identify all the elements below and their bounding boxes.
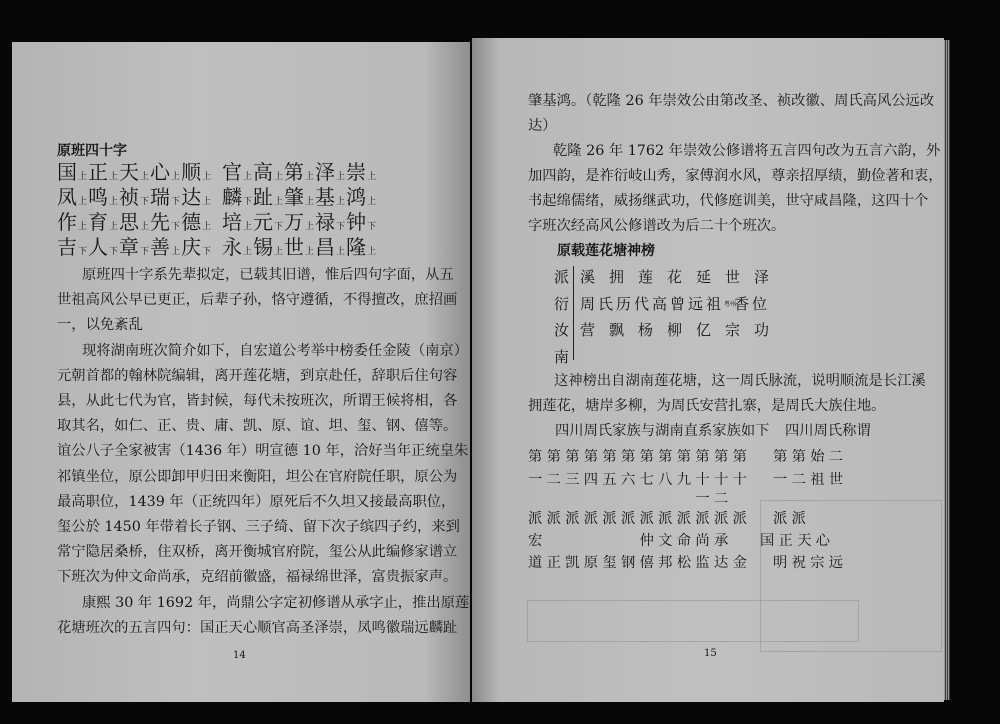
tone-mark: 上 (109, 222, 119, 232)
text-line: 康熙 30 年 1692 年，尚鼎公字定初修谱从承字止，推出原莲 (82, 594, 470, 611)
tone-mark: 下 (109, 247, 119, 257)
shrine-char: 拥 (609, 268, 625, 286)
poem-char: 作 (57, 210, 77, 234)
poem-char: 人 (88, 235, 109, 259)
tone-mark: 上 (140, 222, 150, 232)
poem-char: 鸿 (346, 185, 367, 209)
table-row-right: 派派 (773, 511, 811, 527)
shrine-char: 香 (734, 294, 750, 313)
poem-char: 育 (88, 210, 109, 234)
table-caption-left: 四川周氏家族与湖南直系家族如下 (555, 423, 770, 439)
tone-mark: 上 (243, 222, 253, 232)
poem-char: 庆 (181, 235, 202, 259)
text-line: 取其名，如仁、正、贵、庸、凯、原、谊、坦、玺、钢、僖等。 (57, 418, 458, 435)
poem-char: 麟 (222, 185, 242, 209)
poem-char: 达 (181, 185, 202, 209)
tone-mark: 上 (243, 172, 253, 182)
poem-char: 凤 (57, 185, 77, 209)
tone-mark: 上 (336, 172, 346, 182)
text-line: 原班四十字系先辈拟定，已载其旧谱，惟后四句字面，从五 (82, 267, 454, 283)
poem-char: 元 (253, 210, 274, 234)
table-row-left: 一二三四五六七八九十十十 (528, 472, 752, 488)
tone-mark: 上 (202, 197, 212, 207)
text-line: 现将湖南班次简介如下，自宏道公考举中榜委任金陵（南京） (82, 342, 469, 359)
tone-mark: 上 (305, 222, 315, 232)
poem-char: 万 (284, 210, 305, 234)
shrine-side-char: 衍 (554, 294, 570, 313)
shrine-char: 宗 (725, 321, 741, 339)
tone-mark: 上 (202, 222, 212, 232)
poem-line-right (222, 235, 377, 264)
table-row-left: 宏 仲文命尚承 (528, 533, 733, 549)
poem-char: 永 (222, 235, 242, 259)
shrine-char: 粤州 (724, 300, 737, 308)
poem-char: 祯 (119, 185, 140, 209)
tone-mark: 下 (140, 197, 150, 207)
page-number-left: 14 (233, 650, 246, 661)
shrine-heading: 原载莲花塘神榜 (557, 243, 655, 259)
poem-char: 国 (57, 160, 77, 184)
tone-mark: 上 (274, 247, 284, 257)
poem-char: 钟 (346, 210, 367, 234)
text-line: 县，从此七代为官，皆封候，每代未按班次，所谓王候将相，各 (57, 393, 458, 409)
tone-mark: 上 (78, 172, 88, 182)
shrine-char: 溪 (580, 268, 596, 286)
poem-char: 崇 (346, 160, 367, 184)
poem-char: 泽 (315, 160, 336, 184)
text-line: 最高职位，1439 年（正统四年）原死后不久坦又接最高职位， (57, 493, 456, 510)
text-line: 谊公八子全家被害（1436 年）明宣德 10 年，洽好当年正统皇朱 (57, 443, 469, 460)
shrine-char: 周 (580, 294, 596, 313)
shrine-divider (573, 266, 574, 360)
shrine-char: 祖 (706, 294, 722, 313)
page-number-right: 15 (704, 648, 717, 659)
poem-char: 世 (284, 235, 305, 259)
poem-char: 先 (150, 210, 171, 234)
table-row-right: 国正天心 (760, 533, 835, 549)
shrine-char: 历 (616, 294, 632, 313)
shrine-char: 杨 (638, 321, 654, 339)
text-line: 世祖高风公早已更正，后辈子孙，恪守遵循，不得擅改，庶招画 (57, 292, 458, 309)
poem-char: 鸣 (88, 185, 109, 209)
tone-mark: 下 (367, 222, 377, 232)
tone-mark: 上 (367, 197, 377, 207)
poem-char: 章 (119, 235, 140, 259)
poem-char: 顺 (181, 160, 202, 184)
shrine-char: 营 (580, 321, 596, 339)
text-line: 字班次经高风公修谱改为后二十个班次。 (528, 218, 786, 234)
tone-mark: 上 (109, 172, 119, 182)
shrine-char: 泽 (754, 268, 770, 286)
tone-mark: 下 (274, 222, 284, 232)
text-line: 书起绵儒绪，威扬继武功，代修庭训美，世守咸昌隆，这四十个 (528, 193, 929, 209)
poem-char: 官 (222, 160, 242, 184)
table-row-left: 派派派派派派派派派派派派 (528, 511, 752, 527)
table-row-right: 第第始二 (773, 449, 848, 465)
tone-mark: 下 (171, 197, 181, 207)
poem-char: 天 (119, 160, 140, 184)
shrine-char: 亿 (696, 321, 712, 339)
shrine-char: 高 (652, 294, 668, 313)
shrine-char: 柳 (667, 321, 683, 339)
poem-char: 高 (253, 160, 274, 184)
tone-mark: 下 (336, 222, 346, 232)
text-line: 达） (528, 118, 557, 134)
shrine-char: 代 (634, 294, 650, 313)
tone-mark: 上 (367, 172, 377, 182)
poem-heading: 原班四十字 (57, 143, 127, 159)
text-line: 祁镇坐位，原公即卸甲归田来衡阳，坦公在官府院任职，原公为 (57, 468, 458, 485)
shrine-side-char: 南 (554, 347, 570, 366)
poem-char: 正 (88, 160, 109, 184)
tone-mark: 下 (78, 247, 88, 257)
table-row-left: 道正凯原玺钢僖邦松监达金 (528, 555, 752, 571)
table-row-left: 一二 (528, 491, 733, 507)
tone-mark: 上 (171, 172, 181, 182)
tone-mark: 下 (171, 222, 181, 232)
shrine-char: 位 (752, 294, 768, 313)
text-line: 常宁隐居桑桥，住双桥，离开衡城官府院，玺公从此编修家谱立 (57, 544, 458, 561)
poem-char: 基 (315, 185, 336, 209)
text-line: 下班次为仲文命尚承，克绍前徽盛，福禄绵世泽，富贵振家声。 (57, 569, 458, 586)
shrine-char: 飘 (609, 321, 625, 339)
shrine-char: 氏 (598, 294, 614, 313)
shrine-side-char: 汝 (554, 321, 570, 339)
table-row-right: 明祝宗远 (773, 555, 848, 571)
shrine-char: 远 (688, 294, 704, 313)
poem-char: 第 (284, 160, 305, 184)
tone-mark: 上 (305, 172, 315, 182)
tone-mark: 上 (78, 222, 88, 232)
text-line: 玺公於 1450 年带着长子钢、三子绮、留下次子缤四子约，来到 (57, 519, 460, 535)
tone-mark: 上 (305, 197, 315, 207)
poem-char: 肇 (284, 185, 305, 209)
tone-mark: 上 (336, 197, 346, 207)
poem-char: 瑞 (150, 185, 171, 209)
poem-char: 锡 (253, 235, 274, 259)
text-line: 肇基鸿。（乾隆 26 年崇效公由第改圣、祯改徽、周氏高风公远改 (528, 93, 935, 109)
tone-mark: 下 (202, 247, 212, 257)
poem-char: 心 (150, 160, 171, 184)
shrine-char: 花 (667, 268, 683, 286)
table-row-left: 第第第第第第第第第第第第 (528, 449, 752, 465)
shrine-char: 莲 (638, 268, 654, 286)
table-caption-right: 四川周氏称谓 (785, 423, 871, 439)
poem-char: 吉 (57, 235, 77, 259)
page-edges (944, 40, 950, 700)
text-line: 乾隆 26 年 1762 年崇效公修谱将五言四句改为五言六韵，外 (553, 143, 941, 159)
tone-mark: 上 (140, 172, 150, 182)
tone-mark: 上 (305, 247, 315, 257)
tone-mark: 上 (171, 247, 181, 257)
poem-char: 禄 (315, 210, 336, 234)
text-line: 元朝首都的翰林院编辑，离开莲花塘，到京赴任，辞职后住句容 (57, 367, 458, 384)
poem-line-left (57, 235, 212, 264)
tone-mark: 上 (336, 247, 346, 257)
tone-mark: 下 (140, 247, 150, 257)
tone-mark: 上 (109, 197, 119, 207)
tone-mark: 下 (243, 197, 253, 207)
table-row-right: 一二祖世 (773, 472, 848, 488)
shrine-side-char: 派 (554, 268, 570, 286)
poem-char: 思 (119, 210, 140, 234)
tone-mark: 上 (243, 247, 253, 257)
text-line: 这神榜出自湖南莲花塘，这一周氏脉流，说明顺流是长江溪 (554, 373, 926, 389)
shrine-row (580, 319, 783, 340)
poem-char: 昌 (315, 235, 336, 259)
shrine-char: 世 (725, 268, 741, 286)
text-line: 花塘班次的五言四句：国正天心顺官高圣泽崇，凤鸣徽瑞远麟趾 (57, 619, 458, 636)
text-line: 拥莲花，塘岸多柳，为周氏安营扎寨，是周氏大族住地。 (528, 398, 886, 414)
shrine-char: 延 (696, 268, 712, 286)
tone-mark: 上 (274, 197, 284, 207)
bleed-through-box (527, 600, 859, 642)
poem-char: 德 (181, 210, 202, 234)
poem-char: 隆 (346, 235, 367, 259)
shrine-char: 功 (754, 321, 770, 339)
text-line: 加四韵，是祚衍岐山秀，家傅润水风，尊亲招厚绩，勤俭著和衷， (528, 168, 943, 184)
shrine-row (580, 293, 770, 314)
text-line: 一，以免紊乱 (57, 317, 143, 334)
poem-char: 善 (150, 235, 171, 259)
tone-mark: 上 (367, 247, 377, 257)
shrine-row (580, 266, 783, 287)
poem-char: 趾 (253, 185, 274, 209)
tone-mark: 上 (78, 197, 88, 207)
poem-char: 培 (222, 210, 242, 234)
tone-mark: 上 (274, 172, 284, 182)
tone-mark: 上 (202, 172, 212, 182)
shrine-char: 曾 (670, 294, 686, 313)
